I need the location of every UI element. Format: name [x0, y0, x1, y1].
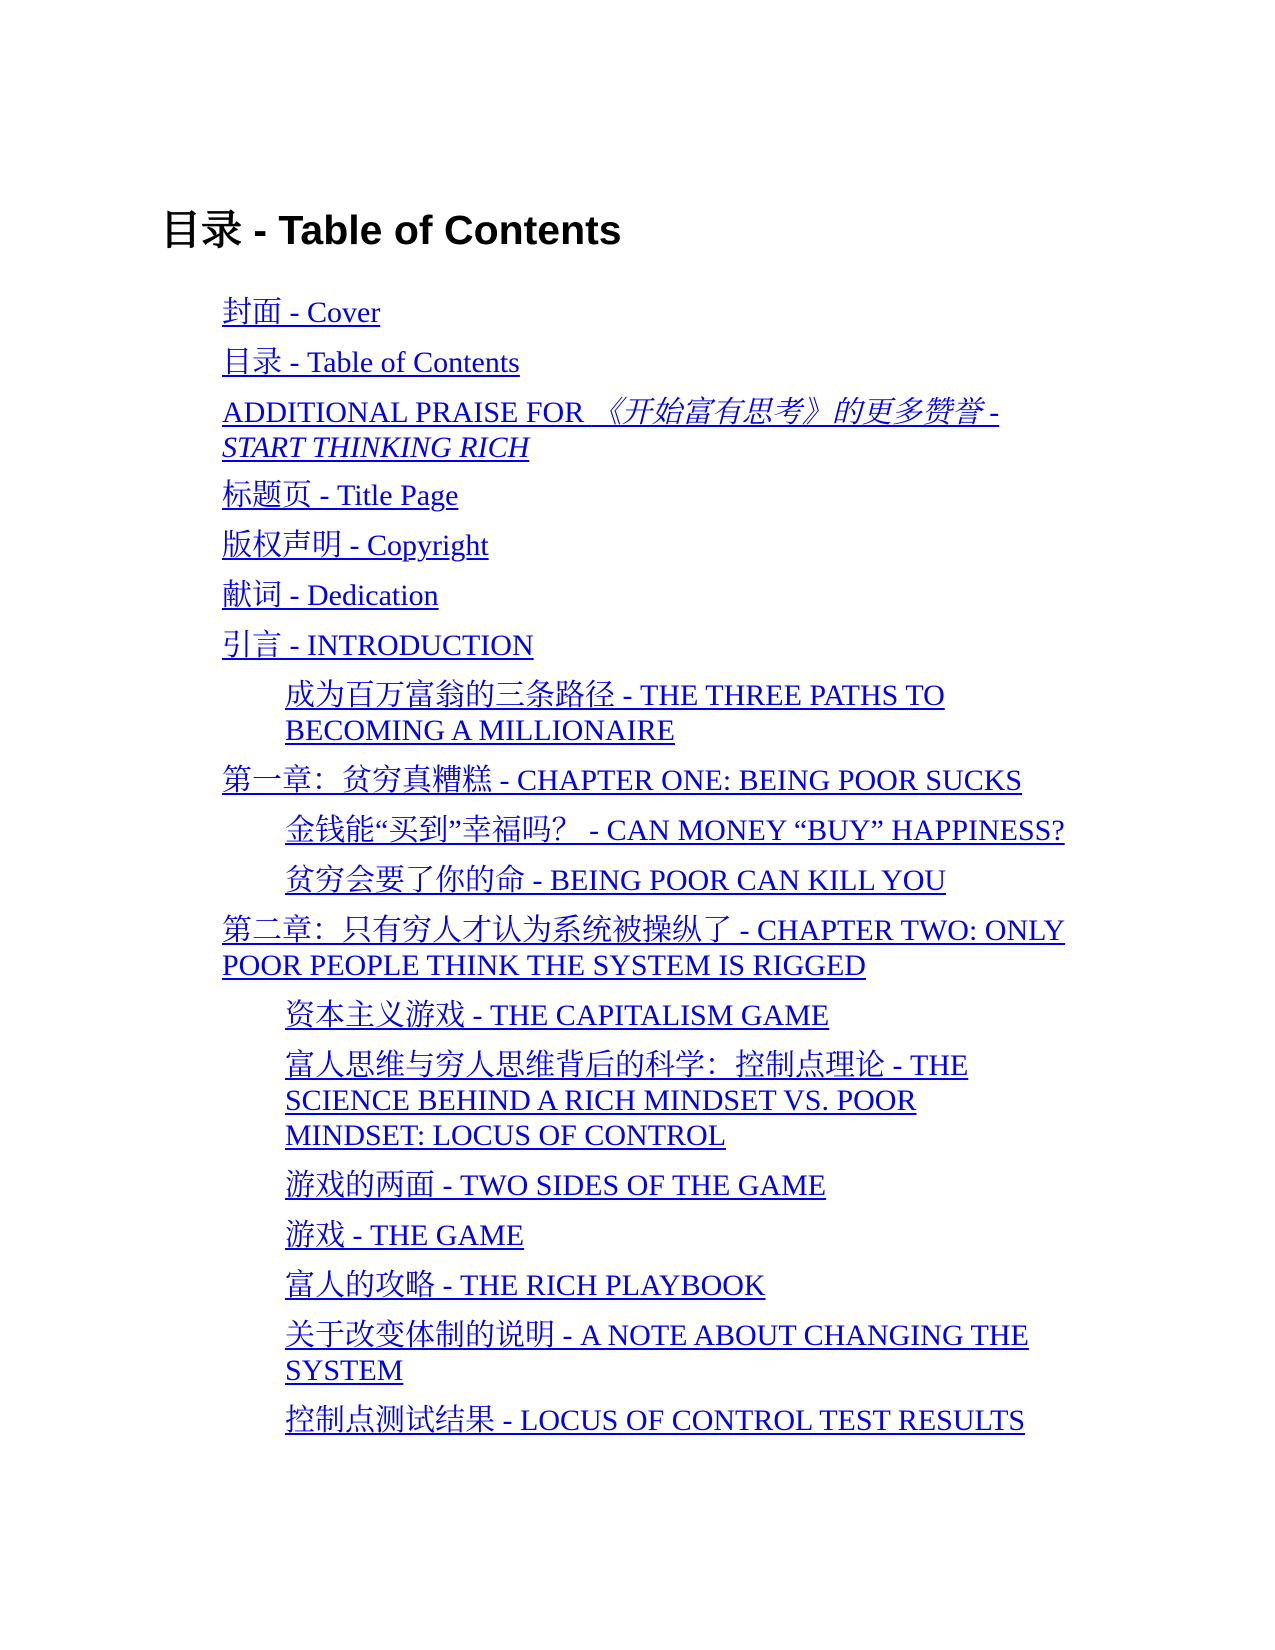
toc-link-dedication[interactable]: 献词 - Dedication [222, 579, 439, 612]
toc-link-additional-praise-italic-text: 《开始富有思考》的更多赞誉 - START THINKING RICH [222, 396, 1000, 464]
toc-link-locus-of-control[interactable]: 富人思维与穷人思维背后的科学：控制点理论 - THE SCIENCE BEHIND A RICH MINDSET VS. POOR MINDSET: LOCUS OF CONTROL [285, 1049, 969, 1152]
toc-link-changing-system[interactable]: 关于改变体制的说明 - A NOTE ABOUT CHANGING THE SYSTEM [285, 1319, 1029, 1387]
toc-link-introduction[interactable]: 引言 - INTRODUCTION [222, 629, 534, 662]
toc-link-chapter-one[interactable]: 第一章：贫穷真糟糕 - CHAPTER ONE: BEING POOR SUCKS [222, 764, 1023, 797]
toc-link-title-page[interactable]: 标题页 - Title Page [222, 479, 459, 512]
toc-link-test-results[interactable]: 控制点测试结果 - LOCUS OF CONTROL TEST RESULTS [285, 1404, 1026, 1437]
toc-link-cover[interactable]: 封面 - Cover [222, 296, 381, 329]
toc-link-chapter-two[interactable]: 第二章：只有穷人才认为系统被操纵了 - CHAPTER TWO: ONLY POOR PEOPLE THINK THE SYSTEM IS RIGGED [222, 914, 1066, 982]
toc-link-additional-praise[interactable] [222, 395, 1082, 465]
toc-link-the-game[interactable]: 游戏 - THE GAME [285, 1219, 525, 1252]
toc-link-copyright[interactable]: 版权声明 - Copyright [222, 529, 489, 562]
toc-link-rich-playbook[interactable]: 富人的攻略 - THE RICH PLAYBOOK [285, 1269, 766, 1302]
toc-link-additional-praise-text: ADDITIONAL PRAISE FOR [222, 396, 592, 429]
toc-link-capitalism-game[interactable]: 资本主义游戏 - THE CAPITALISM GAME [285, 999, 830, 1032]
toc-link-two-sides[interactable]: 游戏的两面 - TWO SIDES OF THE GAME [285, 1169, 827, 1202]
toc-link-three-paths[interactable]: 成为百万富翁的三条路径 - THE THREE PATHS TO BECOMING A MILLIONAIRE [285, 679, 945, 747]
toc-link-poor-can-kill-you[interactable]: 贫穷会要了你的命 - BEING POOR CAN KILL YOU [285, 864, 947, 897]
page-title: 目录 - Table of Contents [160, 207, 622, 253]
toc-link-money-buy-happiness[interactable]: 金钱能“买到”幸福吗？ - CAN MONEY “BUY” HAPPINESS? [285, 814, 1065, 847]
toc-link-table-of-contents[interactable]: 目录 - Table of Contents [222, 346, 520, 379]
